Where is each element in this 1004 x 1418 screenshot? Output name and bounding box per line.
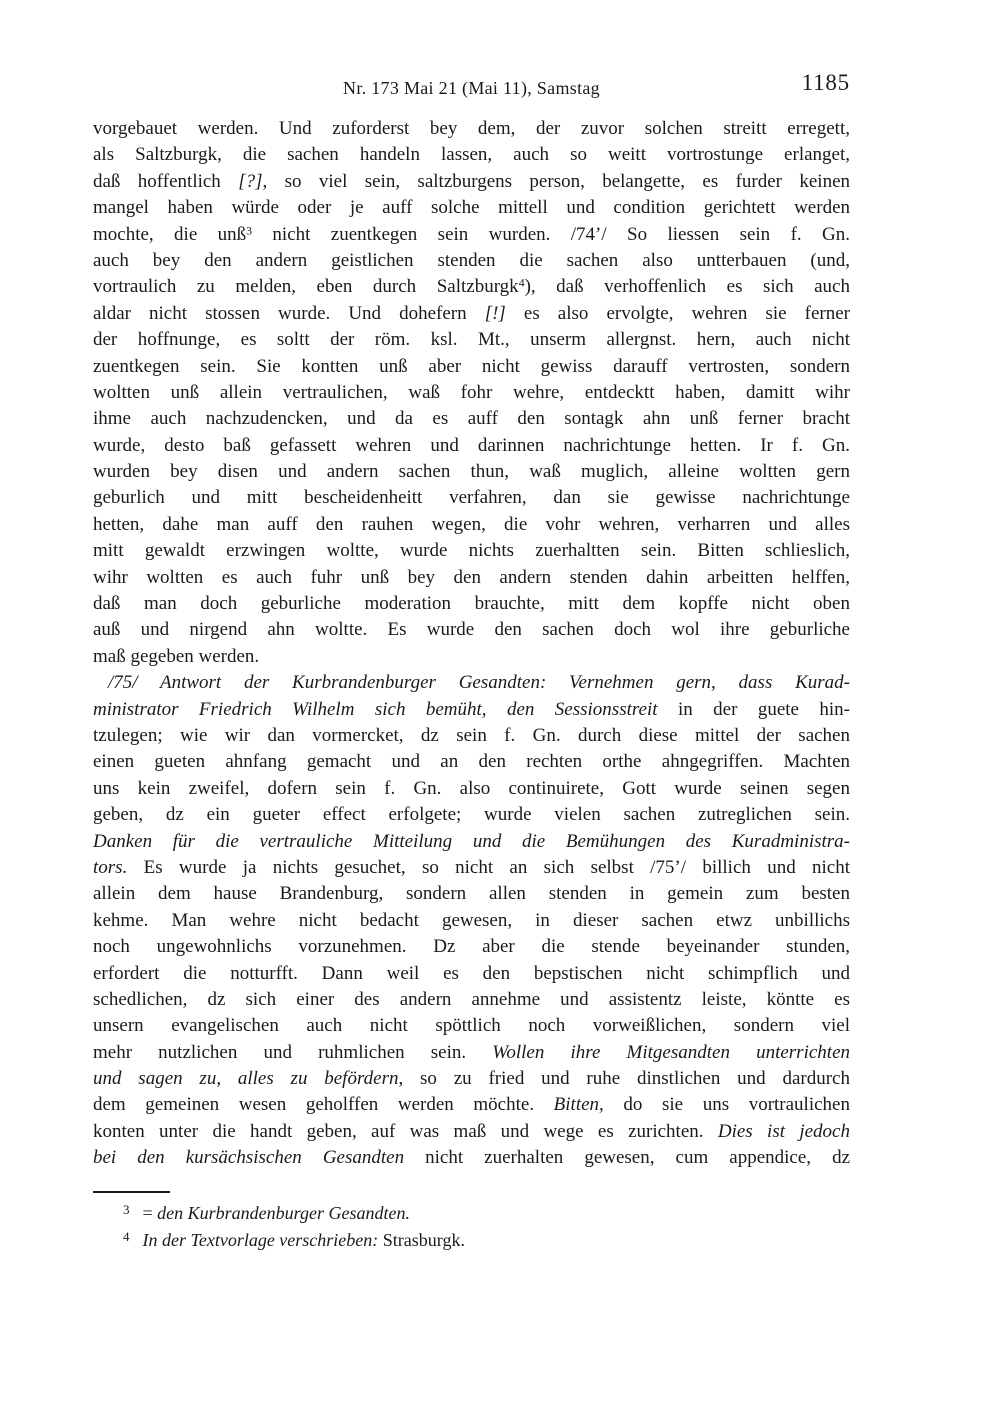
text-line — [93, 1066, 850, 1092]
text-segment: /75/ Antwort der Kurbrandenburger Gesandten: Vernehmen gern, dass Kurad- — [108, 672, 850, 694]
text-line — [93, 248, 850, 274]
text-line — [93, 749, 850, 775]
text-segment: woltten unß allein vertraulichen, waß fohr wehre, entdecktt haben, damitt wihr — [93, 381, 850, 403]
footnote — [93, 1227, 850, 1254]
text-segment: allein dem hause Brandenburg, sondern allen stenden in gemein zum besten — [93, 883, 850, 905]
text-segment: Es wurde ja nichts gesuchet, so nicht an sich selbst /75’/ billich und nicht — [127, 856, 850, 878]
text-segment: wurden bey disen und andern sachen thun, waß muglich, alleine woltten gern — [93, 461, 850, 483]
text-line — [93, 855, 850, 881]
text-line — [93, 644, 850, 670]
text-segment: nicht zuentkegen sein wurden. /74’/ So liessen sein f. Gn. — [252, 223, 850, 245]
text-segment: ), daß verhoffenlich es sich auch — [524, 276, 850, 298]
text-segment: den Kurbrandenburger Gesandten. — [157, 1203, 410, 1223]
text-segment: geburlich und mitt bescheidenheitt verfahren, dan sie gewisse nachrichtunge — [93, 487, 850, 509]
text-line — [93, 433, 850, 459]
text-line — [93, 617, 850, 643]
text-segment: vorgebauet werden. Und zuforderst bey dem, der zuvor solchen streitt erregett, — [93, 118, 850, 139]
text-line — [93, 1013, 850, 1039]
footnotes — [93, 1200, 850, 1254]
text-segment: nicht zuerhalten gewesen, cum appendice, dz — [404, 1147, 850, 1169]
text-segment: In der Textvorlage verschrieben: — [142, 1230, 379, 1250]
text-segment: , so viel sein, saltzburgens person, belangette, es furder keinen — [262, 170, 850, 192]
text-line — [93, 354, 850, 380]
text-segment: auch bey den andern geistlichen stenden die sachen also untterbauen (und, — [93, 249, 850, 271]
running-head: Nr. 173 Mai 21 (Mai 11), Samstag — [343, 78, 600, 98]
text-line — [93, 406, 850, 432]
text-segment: mochte, die unß — [93, 223, 247, 245]
text-segment: daß hoffentlich — [93, 170, 239, 192]
text-segment: mehr nutzlichen und ruhmlichen sein. — [93, 1041, 493, 1063]
text-segment: wihr woltten es auch fuhr unß bey den andern stenden dahin arbeitten helffen, — [93, 566, 850, 588]
text-line — [93, 512, 850, 538]
text-line — [93, 380, 850, 406]
text-line — [93, 987, 850, 1013]
text-line — [93, 116, 850, 142]
page-number: 1185 — [801, 70, 850, 95]
text-line — [93, 697, 850, 723]
text-segment: Bitten, — [553, 1094, 604, 1116]
text-line — [93, 1092, 850, 1118]
text-segment: mangel haben würde oder je auff solche mittell und condition gerichtett werden — [93, 197, 850, 219]
text-line — [93, 327, 850, 353]
text-segment: konten unter die handt geben, auf was maß und wege es zurichten. — [93, 1120, 718, 1142]
text-segment: = — [142, 1203, 158, 1223]
text-segment: kehme. Man wehre nicht bedacht gewesen, in dieser sachen etwz unbillichs — [93, 909, 850, 931]
text-segment: schedlichen, dz sich einer des andern annehme und assistentz leiste, köntte es — [93, 988, 850, 1010]
footnote-separator — [93, 1191, 170, 1193]
text-segment: erfordert die notturfft. Dann weil es den bepstischen nicht schimpflich und — [93, 962, 850, 984]
text-line — [93, 1119, 850, 1145]
text-line — [93, 565, 850, 591]
text-line — [93, 169, 850, 195]
text-segment: do sie uns vortraulichen — [603, 1094, 850, 1116]
page-footer — [93, 1191, 850, 1254]
text-segment: geben, dz ein gueter effect erfolgete; wurde vielen sachen zutreglichen sein. — [93, 804, 850, 826]
text-segment: hetten, dahe man auff den rauhen wegen, die vohr wehren, verharren und alles — [93, 513, 850, 535]
text-segment: daß man doch geburliche moderation brauchte, mitt dem kopffe nicht oben — [93, 593, 850, 615]
footnote — [93, 1200, 850, 1227]
text-segment: einen gueten ahnfang gemacht und an den rechten orthe ahngegriffen. Machten — [93, 751, 850, 773]
text-segment: tzulegen; wie wir dan vormercket, dz sein f. Gn. durch diese mittel der sachen — [93, 724, 850, 746]
text-line — [93, 459, 850, 485]
text-segment: wurde, desto baß gefassett wehren und darinnen nachrichtunge hetten. Ir f. Gn. — [93, 434, 850, 456]
text-body — [93, 116, 850, 1172]
text-line — [93, 538, 850, 564]
text-line — [93, 1040, 850, 1066]
text-segment: und sagen zu, alles zu befördern, — [93, 1068, 404, 1090]
text-segment: zuentkegen sein. Sie kontten unß aber nicht gewiss darauff vertrosten, sondern — [93, 355, 850, 377]
text-segment: Dies ist jedoch — [717, 1120, 850, 1142]
text-segment: aldar nicht stossen wurde. Und dohefern — [93, 302, 485, 324]
text-line — [93, 301, 850, 327]
text-line — [93, 670, 850, 696]
text-segment: in der guete hin- — [657, 698, 851, 720]
text-line — [93, 274, 850, 300]
text-segment: [?] — [238, 170, 263, 192]
text-segment: Strasburgk. — [378, 1230, 465, 1250]
text-segment: tors. — [93, 856, 128, 878]
text-line — [93, 1145, 850, 1171]
text-line — [93, 934, 850, 960]
text-segment: auß und nirgend ahn woltte. Es wurde den sachen doch wol ihre geburliche — [93, 619, 850, 641]
text-line — [93, 485, 850, 511]
text-segment: so zu fried und ruhe dinstlichen und dardurch — [403, 1068, 850, 1090]
text-segment: Wollen ihre Mitgesandten unterrichten — [492, 1041, 851, 1063]
text-line — [93, 961, 850, 987]
text-line — [93, 142, 850, 168]
text-line — [93, 591, 850, 617]
text-segment: der hoffnunge, es soltt der röm. ksl. Mt., unserm allergnst. hern, auch nicht — [93, 329, 850, 351]
text-segment: als Saltzburgk, die sachen handeln lassen, auch so weitt vortrostunge erlanget, — [93, 144, 850, 166]
text-line — [93, 829, 850, 855]
text-line — [93, 776, 850, 802]
text-segment: uns kein zweifel, dofern sein f. Gn. also continuirete, Gott wurde seinen segen — [93, 777, 850, 799]
page-header — [93, 70, 850, 104]
text-segment: ministrator Friedrich Wilhelm sich bemüht, den Sessionsstreit — [93, 698, 658, 720]
text-segment: Danken für die vertrauliche Mitteilung und die Bemühungen des Kuradministra- — [93, 830, 850, 852]
text-line — [93, 222, 850, 248]
text-segment: bei den kursächsischen Gesandten — [93, 1147, 405, 1169]
footnote-reference: 3 — [246, 224, 253, 238]
text-segment: vortraulich zu melden, eben durch Saltzburgk — [93, 276, 519, 298]
footnote-marker: 3 — [123, 1201, 130, 1217]
footnote-reference: 4 — [518, 277, 525, 291]
text-line — [93, 723, 850, 749]
text-line — [93, 908, 850, 934]
text-line — [93, 802, 850, 828]
footnote-marker: 4 — [123, 1228, 130, 1244]
text-segment: es also ervolgte, wehren sie ferner — [505, 302, 850, 324]
text-segment: ihme auch nachzudencken, und da es auff den sontagk ahn unß ferner bracht — [93, 408, 850, 430]
text-segment: noch ungewohnlichs vorzunehmen. Dz aber die stende beyeinander stunden, — [93, 936, 850, 958]
text-segment: [!] — [484, 302, 506, 324]
text-segment: mitt gewaldt erzwingen woltte, wurde nichts zuerhaltten sein. Bitten schlieslich, — [93, 540, 850, 562]
text-line — [93, 881, 850, 907]
text-segment: dem gemeinen wesen geholffen werden möchte. — [93, 1094, 554, 1116]
text-line — [93, 195, 850, 221]
text-segment: unsern evangelischen auch nicht spöttlich noch vorweißlichen, sondern viel — [93, 1015, 850, 1037]
text-segment: maß gegeben werden. — [93, 645, 260, 667]
